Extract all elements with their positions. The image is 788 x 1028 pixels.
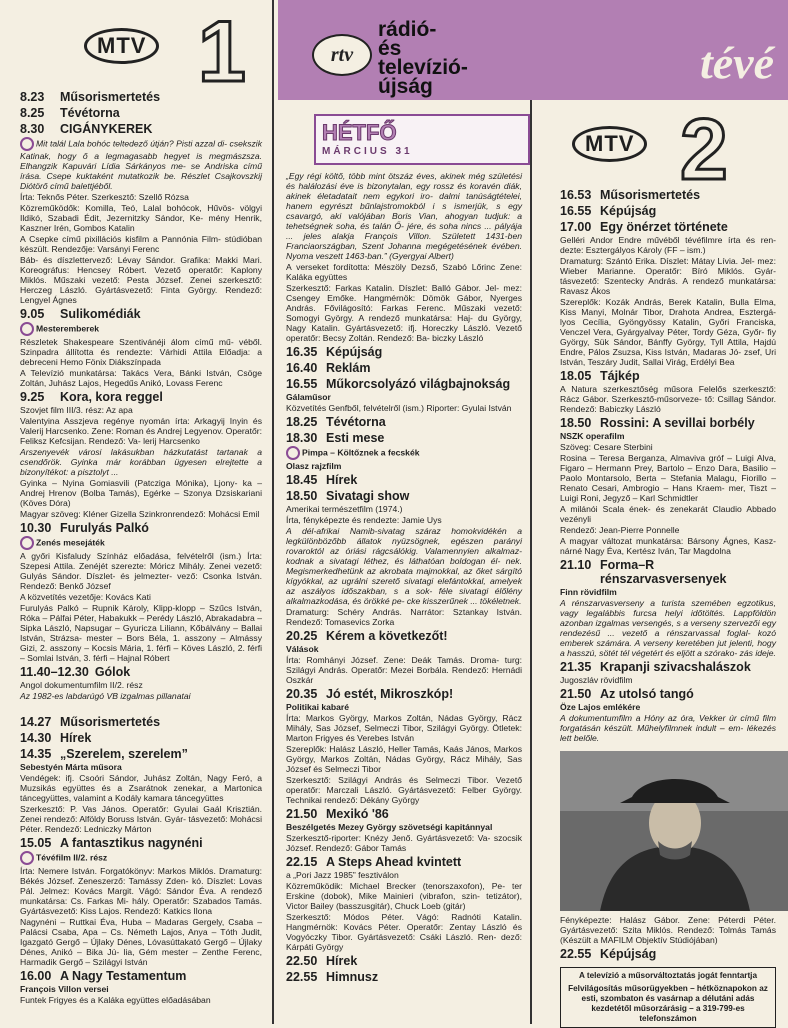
program-detail-text: A dél-afrikai Namib-sivatag száraz homokvidékén a legkülönbözőbb állatok nyüzsögnek, egészen parányi rovaroktól az óriási rágcsálókig. Valamennyien alkalmaz- kodnak a sivatagi léthez, és láthatóan boldogan él- nek. Megismerkedhetünk az akrobata majmokkal, az őket sárgító kígyókkal, az ugrálni szerető sivatagi elefántokkal, amelyek az aszályos időszakban, s a sok- féle sivatagi élőlény alkalmazkodása, és örökké pe- cke kisszerűnek ... tökéletnek.	[286, 526, 522, 606]
program-time: 16.55	[286, 377, 318, 391]
program-title: Rossini: A sevillai borbély	[600, 416, 755, 430]
program-detail	[286, 504, 522, 514]
column-divider	[530, 100, 532, 1024]
program-detail	[20, 509, 262, 519]
program-title: Hírek	[60, 731, 92, 745]
program-entry	[20, 122, 262, 305]
program-entry	[286, 361, 522, 375]
program-detail-text: A Csepke című pixillációs kisfilm a Pannónia Film- stúdióban készült. Rendezője: Varsányi Ferenc	[20, 234, 262, 254]
program-time: 22.50	[286, 954, 318, 968]
photo-portrait	[560, 751, 788, 911]
program-time: 11.40–12.30	[20, 665, 89, 679]
program-time: 16.35	[286, 345, 318, 359]
program-detail	[20, 536, 262, 550]
program-time: 22.15	[286, 855, 318, 869]
program-detail-text: Finn rövidfilm	[560, 587, 617, 597]
program-detail	[286, 775, 522, 805]
program-title: Tévétorna	[326, 415, 386, 429]
program-entry	[286, 431, 522, 471]
program-detail-text: Közvetítés Genfből, felvételről (ism.) Riporter: Gyulai István	[286, 403, 512, 413]
program-detail-text: A magyar változat munkatársa: Bársony Ágnes, Kasz- nárné Nagy Éva, Kertész Iván, Tar Magdolna	[560, 536, 776, 556]
photo-caption: Fényképezte: Halász Gábor. Zene: Péterdi Péter. Gyártásvezető: Szita Miklós. Rendező: Tolmás Tamás (Készült a MAFILM Objektív Stúdiójában)	[560, 915, 776, 945]
program-time: 10.30	[20, 521, 52, 535]
program-title: Esti mese	[326, 431, 385, 445]
program-detail-text: Rendező: Jean-Pierre Ponnelle	[560, 525, 680, 535]
children-program-icon	[20, 137, 34, 151]
program-entry	[20, 106, 262, 120]
program-detail	[286, 607, 522, 627]
program-detail	[286, 744, 522, 774]
program-headline	[20, 836, 262, 850]
program-detail	[20, 592, 262, 602]
program-detail	[286, 833, 522, 853]
program-title: Sulikomédiák	[60, 307, 141, 321]
program-entry	[286, 970, 522, 984]
program-detail-text: A milánói Scala ének- és zenekarát Claudio Abbado vezényli	[560, 504, 776, 524]
masthead-brand: tévé	[699, 37, 774, 88]
program-title: Hírek	[326, 473, 358, 487]
program-detail	[20, 680, 262, 690]
program-entry	[20, 715, 262, 729]
program-detail	[286, 881, 522, 911]
children-program-icon	[286, 446, 300, 460]
program-title: Hírek	[326, 954, 358, 968]
program-detail-text: Angol dokumentumfilm II/2. rész	[20, 680, 143, 690]
program-detail	[560, 598, 776, 658]
program-detail-text: Mesteremberek	[36, 323, 100, 334]
program-headline	[286, 855, 522, 869]
program-entry	[20, 747, 262, 834]
program-detail-text: A közvetítés vezetője: Kovács Kati	[20, 592, 151, 602]
program-detail	[560, 384, 776, 414]
program-detail-text: Sebestyén Márta műsora	[20, 762, 122, 772]
program-title: Műsorismertetés	[60, 90, 161, 104]
channel-1-column	[0, 0, 272, 1024]
program-time: 22.55	[560, 947, 592, 961]
program-detail	[286, 822, 522, 832]
program-detail	[20, 804, 262, 834]
program-detail	[286, 461, 522, 471]
program-detail-text: Dramaturg: Szántó Erika. Díszlet: Mátay Lívia. Jel- mez: Wieber Marianne. Operatőr: Bíró Miklós. Gyár- tásvezető: Szentecky András. A rendező munkatársa: Ravasz Ákos	[560, 256, 776, 296]
program-entry	[560, 558, 776, 658]
program-detail	[286, 446, 522, 460]
portrait-image	[560, 751, 788, 911]
program-detail-text: A Televízió munkatársa: Takács Vera, Bánki István, Csöge Zoltán, Juhász Lajos, Hegedűs Anikó, Lovass Ferenc	[20, 368, 262, 388]
program-entry	[560, 220, 776, 367]
program-entry	[560, 416, 776, 556]
program-detail	[20, 368, 262, 388]
notice-box: A televízió a műsorváltoztatás jogát fenntartja Felvilágosítás műsorügyekben – hétköznapokon az esti, szombaton és vasárnap a délutáni adás kezdetétől műsorzárásig – a 319-799-es telefonszámon	[560, 967, 776, 1028]
program-detail-text: Szöveg: Cesare Sterbini	[560, 442, 653, 452]
section-gap	[20, 703, 262, 713]
program-entry	[20, 390, 262, 519]
program-detail-text: Nagynéni – Ruttkai Éva, Huba – Madaras Gergely, Csaba – Palácsi Csaba, Apa – Cs. Németh Lajos, Anya – Tóth Judit, Igazgató Gergő – Újlaky Dénes, Lóvasúttakató Gergő – Újlaky Dénes, Anikó – Bika Jú- lia, Gém mester – Zenthe Ferenc, Harmadik Gergő – Szilágyi István	[20, 917, 262, 967]
program-headline	[286, 629, 522, 643]
program-detail-text: Szerkesztő: Módos Péter. Vágó: Radnóti Katalin. Hangmérnök: Kovács Péter. Operatőr: Zentay László és Vogyóczky Tibor. Gyártásvezető: Csáki László. Ren- dező: Kárpáti György	[286, 912, 522, 952]
program-detail	[560, 442, 776, 452]
program-detail	[20, 203, 262, 233]
program-detail-text: Szereplők: Kozák András, Berek Katalin, Bulla Elma, Kiss Manyi, Molnár Tibor, Drahota Andrea, Esztergá- lyos Cecília, Gyöngyössy Katalin, Győri Franciska, Venczel Vera, Gyárgyalvay Péter, Tordy Géza, Győr- fiy György, Sük Sándor, Bánffy György, Tyll Attila, Hajdú Endre, Pálos Zsuzsa, Kiss István, Madaras Jó- zsef, Uri István, Teszáry Judit, Sallai Virág, Erdélyi Bea	[560, 297, 776, 367]
program-entry	[286, 855, 522, 952]
program-detail	[560, 587, 776, 597]
program-title: A Nagy Testamentum	[60, 969, 187, 983]
program-detail	[560, 256, 776, 296]
program-detail-text: Tévéfilm II/2. rész	[36, 852, 108, 863]
program-detail-text: NSZK operafilm	[560, 431, 625, 441]
program-title: Az utolsó tangó	[600, 687, 694, 701]
program-detail	[20, 773, 262, 803]
program-entry	[560, 660, 776, 685]
program-detail	[20, 551, 262, 591]
program-detail-text: Írta: Teknős Péter. Szerkesztő: Szellő Rózsa	[20, 192, 189, 202]
program-headline	[286, 970, 522, 984]
program-entry	[20, 969, 262, 1005]
program-headline	[286, 687, 522, 701]
program-detail	[20, 322, 262, 336]
intro-text	[286, 171, 522, 343]
program-detail	[560, 536, 776, 556]
program-headline	[20, 731, 262, 745]
program-detail	[286, 702, 522, 712]
program-headline	[560, 660, 776, 674]
program-detail	[286, 515, 522, 525]
program-headline	[286, 489, 522, 503]
program-headline	[20, 665, 262, 679]
program-entry	[286, 687, 522, 805]
program-time: 22.55	[286, 970, 318, 984]
program-entry	[286, 377, 522, 413]
program-detail-text: Vendégek: ifj. Csoóri Sándor, Juhász Zoltán, Nagy Feró, a Muzsikás együttes és a Zsarátnok zenekar, a Martonica táncegyüttes, valamint a Kodály kamara táncegyüttes	[20, 773, 262, 803]
program-headline	[20, 747, 262, 761]
program-time: 20.35	[286, 687, 318, 701]
program-detail-text: Gálaműsor	[286, 392, 331, 402]
program-detail-text: Szerkesztő: P. Vas János. Operatőr: Gyulai Gaál Krisztián. Zenei rendező: Alföldy Boruss István. Gyár- tásvezető: Mohácsi Péter. Rendező: Ledniczky Márton	[20, 804, 262, 834]
program-time: 16.00	[20, 969, 52, 983]
mtv-logo: MTV	[84, 28, 159, 64]
program-detail	[20, 762, 262, 772]
program-detail-text: A győri Kisfaludy Színház előadása, felvételről (ism.) Írta: Szepesi Attila. Zenéjét szerezte: Móricz Mihály. Zenei vezető: Gulyás Sándor. Díszlet- és jelmezter- vező: Csonka István. Rendező: Benkő József	[20, 551, 262, 591]
program-detail	[20, 603, 262, 663]
program-detail-text: Arszenyevék városi lakásukban házkutatást tartanak a csendőrök. Gyinka már korábban ügyesen elrejtette a bizonyítékot: a pisztolyt ...	[20, 447, 262, 477]
intro-paragraph: A verseket fordította: Mészöly Dezső, Szabó Lőrinc Zene: Kaláka együttes	[286, 262, 522, 282]
program-detail	[560, 675, 776, 685]
program-detail-text: Részletek Shakespeare Szentivánéji álom című mű- véből. Szinpadra állította és rendezte: Várhidi Attila Előadja: a debreceni Hemo Fönix Diákszínpada	[20, 337, 262, 367]
program-detail-text: Funtek Frigyes és a Kaláka együttes előadásában	[20, 995, 211, 1005]
program-detail	[20, 866, 262, 916]
program-detail-text: A dokumentumfilm a Hóny az óra, Vekker úr című film forgatásán készült. Műhelyfilmnek indult – em- lékezés lett belőle.	[560, 713, 776, 743]
channel-2-column	[534, 0, 788, 1024]
program-detail	[560, 297, 776, 367]
day-column	[276, 0, 530, 1024]
children-program-icon	[20, 536, 34, 550]
mtv-logo: MTV	[572, 126, 647, 162]
program-headline	[286, 431, 522, 445]
program-headline	[286, 954, 522, 968]
program-entry	[286, 345, 522, 359]
children-program-icon	[20, 851, 34, 865]
program-detail-text: Báb- és díszlettervező: Lévay Sándor. Grafika: Makki Mari. Koreográfus: Hencsey Róbert. Vezető operatőr: Kaplony Miklós. Műszaki vezető: Pesta József. Zenei szerkesztő: Herczeg László. Gyártásvezető: Finta György. Rendező: Lengyel Ágnes	[20, 255, 262, 305]
program-detail	[20, 691, 262, 701]
program-title: Tévétorna	[60, 106, 120, 120]
program-headline	[286, 807, 522, 821]
program-time: 17.00	[560, 220, 592, 234]
program-detail	[20, 137, 262, 191]
program-headline	[560, 204, 776, 218]
program-time: 14.27	[20, 715, 52, 729]
program-entry	[560, 369, 776, 414]
program-detail-text: a „Pori Jazz 1985” fesztiválon	[286, 870, 399, 880]
program-detail	[20, 405, 262, 415]
program-headline	[560, 558, 776, 586]
program-title: Forma–R rénszarvasversenyek	[600, 558, 727, 586]
program-detail	[560, 453, 776, 503]
program-entry	[560, 687, 776, 743]
program-headline	[286, 361, 522, 375]
program-title: Műsorismertetés	[60, 715, 161, 729]
program-detail-text: A Natura szerkesztőség műsora Felelős szerkesztő: Rácz Gábor. Szerkesztő-műsorveze- tő: Csillag Sándor. Rendező: Babiczky László	[560, 384, 776, 414]
program-entry	[286, 473, 522, 487]
program-detail-text: Pimpa – Költőznek a fecskék	[302, 447, 420, 458]
masthead-title: rádió- és televízió- újság	[378, 18, 468, 98]
program-detail-text: Közreműködők: Komilla, Teó, Lalal bohócok, Hűvös- völgyi Ildikó, Szabadi Édit, Jezernitzky Sándor, Ke- mény Henrik, Kaszner Irén, Gombos Katalin	[20, 203, 262, 233]
program-detail	[20, 234, 262, 254]
program-detail	[20, 192, 262, 202]
program-detail-text: Olasz rajzfilm	[286, 461, 342, 471]
program-title: Kora, kora reggel	[60, 390, 163, 404]
program-headline	[20, 106, 262, 120]
program-list	[560, 188, 776, 743]
program-detail-text: Szerkesztő: Szilágyi András és Selmeczi Tibor. Vezető operatőr: Marczali László. Gyártásvezető: Felber György. Technikai rendező: Dékány György	[286, 775, 522, 805]
program-time: 18.30	[286, 431, 318, 445]
program-headline	[560, 188, 776, 202]
program-list	[560, 947, 776, 961]
program-title: Kérem a következőt!	[326, 629, 448, 643]
program-detail-text: Dramaturg: Schéry András. Narrátor: Sztankay István. Rendező: Tomasevics Zorka	[286, 607, 522, 627]
program-detail	[20, 851, 262, 865]
program-detail	[286, 526, 522, 606]
program-title: Műkorcsolyázó világbajnokság	[326, 377, 511, 391]
program-time: 21.35	[560, 660, 592, 674]
program-detail	[20, 255, 262, 305]
program-title: A fantasztikus nagynéni	[60, 836, 203, 850]
program-time: 18.05	[560, 369, 592, 383]
program-detail-text: Rosina – Teresa Berganza, Almaviva gróf – Luigi Alva, Figaro – Hermann Prey, Bartolo – Enzo Dara, Basilio – Paolo Montarsolo, Berta – Stefania Malagu, Fiorillo – Renato Cesari, Ambrogio – Hans Kraem- mer, Tiszt – Luigi Roni, Jegyző – Karl Schmidtler	[560, 453, 776, 503]
program-detail	[20, 337, 262, 367]
program-detail-text: Zenés mesejáték	[36, 537, 105, 548]
program-title: Himnusz	[326, 970, 379, 984]
program-title: Sivatagi show	[326, 489, 410, 503]
program-time: 18.25	[286, 415, 318, 429]
program-time: 9.05	[20, 307, 45, 321]
program-time: 18.50	[560, 416, 592, 430]
program-detail-text: Politikai kabaré	[286, 702, 350, 712]
program-entry	[20, 665, 262, 701]
program-time: 8.25	[20, 106, 45, 120]
program-detail	[286, 713, 522, 743]
program-detail-text: A rénszarvasverseny a turista szemében egzotikus, vagy legalábbis furcsa helyi időtöltés. Lappföldön azonban izgalmas versengés, s a verseny szervezői egy rendezésű ... vezető a rénszarvassal foglal- kozó emberek számára. A verseny keretében jut jelenti, hogy a hasszú, sötét tél végetért és eljött a szórako- zás ideje.	[560, 598, 776, 658]
program-title: Furulyás Palkó	[60, 521, 149, 535]
program-time: 8.30	[20, 122, 45, 136]
intro-paragraph: Szerkesztő: Farkas Katalin. Díszlet: Balló Gábor. Jel- mez: Csengey Emőke. Hangmérnök: Dömök Gábor, Nyerges András. Fővilágosító: Farkas Ferenc. Műszaki vezető: Somogyi György. A rendező munkatársa: Haj- du György, Nagy Katalin. Gyártásvezető: ifj. Horeczky László. Vezető operatőr: Becsy Zoltán. Rendező: Ba- biczky László	[286, 283, 522, 343]
program-detail	[20, 447, 262, 477]
program-detail-text: Furulyás Palkó – Rupnik Károly, Klipp-klopp – Szűcs István, Róka – Pálfai Péter, Habakukk – Perédy László, Abrakadabra – Sipka László, Napsugar – Gyuricza Liliann, Kőbálvány – Ballai István, Strázsa- mester – Bors Béla, 1. asszony – Almássy Gizi, 2. asszony – Kocsis Mária, 1. férfi – Köves László, 2. férfi – Somlai István, 3. férfi – Hajnal Róbert	[20, 603, 262, 663]
program-detail-text: Írta, fényképezte és rendezte: Jamie Uys	[286, 515, 442, 525]
program-time: 16.53	[560, 188, 592, 202]
program-time: 9.25	[20, 390, 45, 404]
program-title: A Steps Ahead kvintett	[326, 855, 462, 869]
program-title: „Szerelem, szerelem”	[60, 747, 188, 761]
program-title: Reklám	[326, 361, 371, 375]
program-detail-text: Gyinka – Nyina Gomiasvili (Patcziga Mónika), Ljony- ka – Andrej Hrenov (Bolba Tamás), Egérke – Szonya Dzsiskariani (Köves Dóra)	[20, 478, 262, 508]
program-list	[20, 90, 262, 1005]
program-entry	[286, 629, 522, 685]
day-name: HÉTFŐ	[322, 120, 397, 145]
program-detail	[560, 504, 776, 524]
program-title: Mexikó '86	[326, 807, 389, 821]
program-detail-text: Valentyina Asszjeva regénye nyomán írta: Arkagyij Inyin és Valerij Harcsenko. Zene: Roman és Andrej Legyenov. Operatőr: Feliksz Kefcsijan. Rendező: Va- lerij Harcsenko	[20, 416, 262, 446]
program-detail-text: Jugoszláv rövidfilm	[560, 675, 633, 685]
program-detail	[560, 702, 776, 712]
program-detail-text: Amerikai természetfilm (1974.)	[286, 504, 403, 514]
children-program-icon	[20, 322, 34, 336]
program-title: Képújság	[600, 947, 657, 961]
program-headline	[560, 687, 776, 701]
program-list	[286, 345, 522, 984]
program-headline	[560, 416, 776, 430]
program-time: 21.50	[286, 807, 318, 821]
program-title: Gólok	[94, 665, 131, 679]
program-detail	[560, 431, 776, 441]
program-entry	[20, 731, 262, 745]
program-headline	[20, 307, 262, 321]
program-entry	[560, 188, 776, 202]
program-detail	[286, 912, 522, 952]
program-entry	[560, 947, 776, 961]
program-detail-text: Szereplők: Halász László, Heller Tamás, Kaás János, Markos György, Markos Zoltán, Nádas György, Rácz Mihály, Sas József és Selmeczi Tibor	[286, 744, 522, 774]
program-headline	[286, 415, 522, 429]
program-headline	[20, 715, 262, 729]
program-detail-text: Magyar szöveg: Kléner Gizella Szinkronrendező: Mohácsi Emil	[20, 509, 260, 519]
program-entry	[20, 307, 262, 388]
program-title: Képújság	[326, 345, 383, 359]
program-time: 21.50	[560, 687, 592, 701]
program-title: Képújság	[600, 204, 657, 218]
program-headline	[286, 473, 522, 487]
program-detail	[20, 995, 262, 1005]
day-date: MÁRCIUS 31	[322, 146, 413, 157]
program-detail-text: Öze Lajos emlékére	[560, 702, 641, 712]
program-detail	[560, 235, 776, 255]
program-time: 16.55	[560, 204, 592, 218]
program-entry	[20, 836, 262, 967]
program-detail	[20, 917, 262, 967]
program-detail	[286, 392, 522, 402]
column-divider	[272, 0, 274, 1024]
program-time: 21.10	[560, 558, 592, 572]
program-title: CIGÁNYKEREK	[60, 122, 153, 136]
program-headline	[560, 947, 776, 961]
program-entry	[560, 204, 776, 218]
program-detail	[20, 478, 262, 508]
rtv-logo: rtv	[312, 34, 372, 76]
program-entry	[286, 954, 522, 968]
program-time: 14.35	[20, 747, 52, 761]
program-time: 20.25	[286, 629, 318, 643]
program-detail	[20, 416, 262, 446]
program-detail-text: Beszélgetés Mezey György szövetségi kapitánnyal	[286, 822, 493, 832]
program-entry	[286, 807, 522, 853]
program-headline	[560, 369, 776, 383]
program-entry	[20, 521, 262, 663]
program-detail-text: Írta: Markos György, Markos Zoltán, Nádas György, Rácz Mihály, Sas József, Selmeczi Tibor, Szilágyi György. Ötletek: Marton Frigyes és Verebes István	[286, 713, 522, 743]
program-headline	[20, 521, 262, 535]
program-detail-text: Írta: Romhányi József. Zene: Deák Tamás. Droma- turg: Szilágyi András. Operatőr: Mezei Borbála. Rendező: Hernádi Oszkár	[286, 655, 522, 685]
program-time: 14.30	[20, 731, 52, 745]
channel-number: 2	[680, 102, 728, 198]
program-detail-text: Mit talál Lala bohóc teltedező útján? Pisti azzal di- csekszik Katinak, hogy ő a legmagasabb hegyet is megmászsza. Elhangzik Kapuvári Lídia Sárkányos me- se Andriska című írása. Csepe kuktaként mutatkozik be. Részlet Csajkovszkij Diótörő című balettjéből.	[20, 138, 262, 191]
program-headline	[20, 390, 262, 404]
program-detail	[20, 984, 262, 994]
program-headline	[286, 345, 522, 359]
program-entry	[286, 415, 522, 429]
program-title: Egy önérzet története	[600, 220, 728, 234]
program-headline	[286, 377, 522, 391]
program-detail	[286, 655, 522, 685]
program-time: 16.40	[286, 361, 318, 375]
program-headline	[20, 122, 262, 136]
program-detail-text: Szovjet film III/3. rész: Az apa	[20, 405, 133, 415]
intro-paragraph: „Egy régi költő, több mint ötszáz éves, akinek még születési és halálozási éve is bizonytalan, egy rossz és koravén diák, akinek életadatait nem egykori iro- dalmi tanúságtételei, hanem egyrészt bűnlajstromokból i s ismerjük, s egy csavargó, aki valójában Boris Vian, ahogyan tudjuk: a tehetségnek soha, és talán Ő- jére, és soha nincs ... pályája ... jeles alakja François Villon. Született 1431-ben Franciaországban, Szent Johanna megégetésének évében. Nyoma veszett 1463-ban.” (Gyergyai Albert)	[286, 171, 522, 261]
program-entry	[286, 489, 522, 627]
program-detail-text: Írta: Nemere István. Forgatókönyv: Markos Miklós. Dramaturg: Békés József. Zeneszerző: Tamássy Zden- kó. Díszlet: Lovas Pál. Jelmez: Kovács Margit. Vágó: Sándor Éva. A rendező munkatársa: Cs. Farkas Mi- hály. Operatőr: Szabados Tamás. Gyártásvezető: Kiss Lajos. Rendező: Katkics Ilona	[20, 866, 262, 916]
program-title: Műsorismertetés	[600, 188, 701, 202]
program-detail-text: Az 1982-es labdarúgó VB izgalmas pillanatai	[20, 691, 191, 701]
program-time: 18.45	[286, 473, 318, 487]
program-headline	[20, 969, 262, 983]
day-header	[314, 114, 530, 165]
program-detail	[286, 644, 522, 654]
program-detail-text: François Villon versei	[20, 984, 109, 994]
program-headline	[560, 220, 776, 234]
program-detail	[286, 870, 522, 880]
program-time: 8.23	[20, 90, 45, 104]
channel-number: 1	[198, 4, 246, 100]
program-title: Tájkép	[600, 369, 640, 383]
program-detail-text: Szerkesztő-riporter: Knézy Jenő. Gyártásvezető: Va- szocsik József. Rendező: Gábor Tamás	[286, 833, 522, 853]
program-detail-text: Válások	[286, 644, 319, 654]
program-detail	[560, 713, 776, 743]
program-detail	[286, 403, 522, 413]
program-time: 15.05	[20, 836, 52, 850]
program-detail-text: Gelléri Andor Endre művéből tévéfilmre írta és ren- dezte: Esztergályos Károly (FF – ism.)	[560, 235, 776, 255]
program-detail-text: Közreműködik: Michael Brecker (tenorszaxofon), Pe- ter Erskine (dobok), Mike Mainieri (vibrafon, szin- tetizátor), Victor Bailey (basszusgitár), Chuck Loeb (gitár)	[286, 881, 522, 911]
program-title: Krapanji szivacshalászok	[600, 660, 751, 674]
program-detail	[560, 525, 776, 535]
program-title: Jó estét, Mikroszkóp!	[326, 687, 454, 701]
program-time: 18.50	[286, 489, 318, 503]
